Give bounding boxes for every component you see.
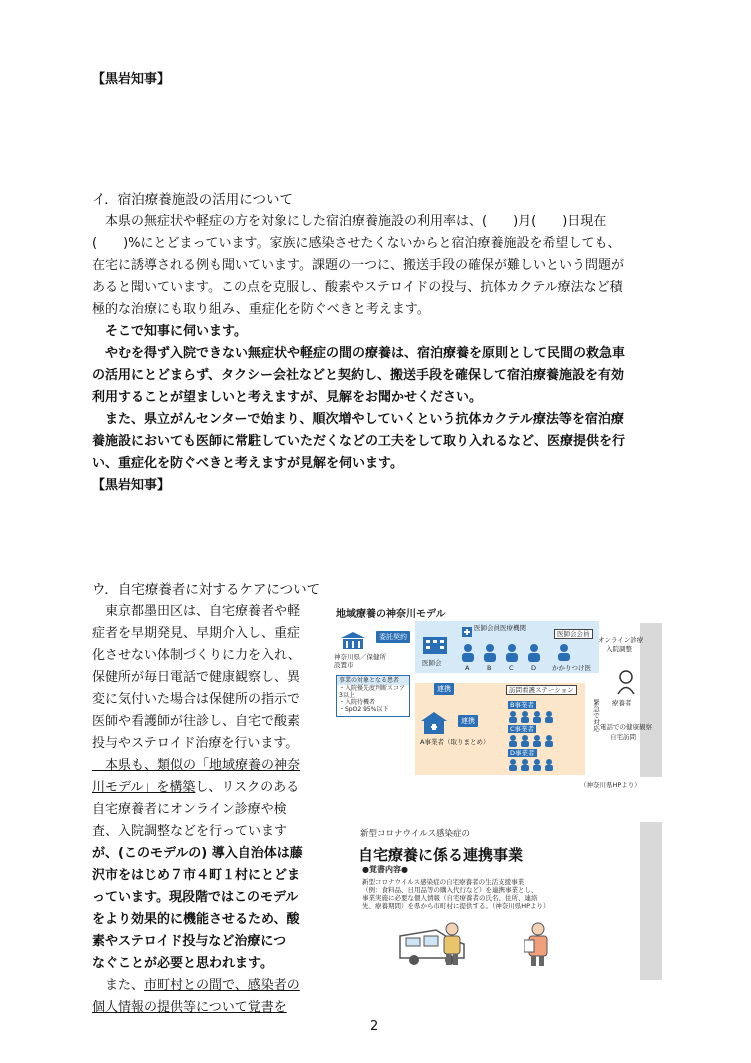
paragraph-line-underlined: 本県も、類似の「地域療養の神奈	[92, 758, 301, 773]
contract-label: 委託契約	[376, 631, 410, 643]
member-institution-label: 医師会員医療機関	[474, 624, 526, 632]
patient-icon	[616, 669, 636, 695]
doctors-icon	[460, 643, 550, 663]
governor-label-1: 【黒岩知事】	[92, 72, 171, 87]
paragraph-line: 在宅に誘導される例も聞いています。課題の一つに、搬送手段の確保が難しいという問題が	[92, 258, 624, 273]
paragraph-line: 投与やステロイド治療を行います。	[92, 736, 299, 751]
target-item: ・SpO2 95%以下	[339, 706, 389, 713]
a-provider-label: A事業者（取りまとめ）	[420, 738, 490, 746]
b-provider-label: B事業者	[510, 701, 534, 709]
memorandum-line: （例：食料品、日用品等の購入代行など）を連携事業とし、	[362, 886, 538, 894]
staff-person-icon	[524, 922, 552, 966]
paragraph-line: 化させない体制づくりに力を入れ、	[92, 648, 301, 663]
underlined-text: 市町村との間で、感染者の	[144, 978, 300, 993]
patient-label: 療養者	[612, 699, 632, 707]
memorandum-line: 新型コロナウイルス感染症の自宅療養者の生活支援事業	[362, 878, 525, 886]
paragraph-line-underlined: 個人情報の提供等について覚書を	[92, 1000, 287, 1015]
paragraph-line	[92, 976, 300, 996]
delivery-person-icon	[440, 922, 464, 966]
question-line: やむを得ず入院できない無症状や軽症の間の療養は、宿泊療養を原則として民間の救急車	[92, 346, 626, 361]
question-intro: そこで知事に伺います。	[92, 324, 247, 339]
cooperation-label: 連携	[434, 683, 454, 695]
emergency-label: 緊急で対応	[592, 699, 600, 732]
paragraph-line: 症者を早期発見、早期介入し、重症	[92, 626, 301, 641]
government-building-icon	[340, 631, 366, 651]
paragraph-line: 本県の無症状や軽症の方を対象にした宿泊療養施設の利用率は、( )月( )日現在	[92, 214, 607, 229]
question-line: 利用することが望ましいと考えますが、見解をお聞かせください。	[92, 390, 483, 405]
paragraph-line-bold: をより効果的に機能させるため、酸	[92, 912, 300, 927]
page-number: 2	[370, 1019, 379, 1034]
paragraph-line	[92, 778, 299, 798]
figure-title: 地域療養の神奈川モデル	[336, 609, 446, 620]
family-doctor-label: かかりつけ医	[552, 664, 591, 672]
abcd-label-b: B	[487, 664, 492, 672]
text-span: また、	[92, 978, 145, 993]
section-i-title: イ．宿泊療養施設の活用について	[92, 192, 294, 208]
memorandum-line: 先、療養期間）を県から市町村に提供する。（神奈川県HPより）	[362, 902, 550, 910]
text-span: し、リスクのある	[195, 780, 300, 795]
medical-association-label: 医師会	[422, 659, 442, 667]
kanagawa-label: 神奈川県／保健所設置市	[334, 653, 386, 669]
home-nursing-a-icon	[420, 711, 448, 735]
target-patients-title: 事業の対象となる患者	[337, 676, 409, 685]
figure-side-band	[640, 822, 662, 980]
figure-kanagawa-model	[330, 603, 662, 789]
abcd-label-c: C	[509, 664, 514, 672]
paragraph-line-bold: が、(このモデルの) 導入自治体は藤	[92, 846, 303, 861]
d-provider-label: D事業者	[510, 749, 535, 757]
question-line: の活用にとどまらず、タクシー会社などと契約し、搬送手段を確保して宿泊療養施設を有効	[92, 368, 624, 383]
c-provider-label: C事業者	[510, 725, 535, 733]
phone-observation-label: 電話での健康観察	[600, 723, 652, 731]
paragraph-line: 医師や看護師が往診し、自宅で酸素	[92, 714, 301, 729]
figure-title: 自宅療養に係る連携事業	[358, 846, 524, 864]
paragraph-line: 保健所が毎日電話で健康観察し、異	[92, 670, 301, 685]
family-doctor-icon	[556, 643, 572, 661]
paragraph-line-bold: っています。現段階ではこのモデル	[92, 890, 299, 905]
figure-side-band	[640, 623, 662, 777]
paragraph-line-bold: 沢市をはじめ７市４町１村にとどま	[92, 868, 301, 883]
hospital-icon	[462, 625, 472, 637]
source-label: （神奈川県HPより）	[580, 781, 641, 789]
abcd-label-a: A	[465, 664, 470, 672]
paragraph-line: あると聞いています。この点を克服し、酸素やステロイドの投与、抗体カクテル療法など積	[92, 280, 623, 295]
paragraph-line: 自宅療養者にオンライン診療や検	[92, 802, 287, 817]
nurses-d-icon	[508, 759, 572, 771]
paragraph-line: 極的な治療にも取り組み、重症化を防ぐべきと考えます。	[92, 302, 430, 317]
section-u-title: ウ．自宅療養者に対するケアについて	[92, 582, 321, 598]
memorandum-line: 事業実施に必要な個人情報（自宅療養者の氏名、住所、連絡	[362, 894, 538, 902]
admission-coordination-label: 入院調整	[606, 645, 632, 653]
nurses-b-icon	[508, 711, 572, 723]
question-line: い、重症化を防ぐべきと考えますが見解を伺います。	[92, 456, 403, 471]
paragraph-line-bold: 素やステロイド投与など治療につ	[92, 934, 287, 949]
nursing-station-label: 訪問看護ステーション	[506, 685, 577, 695]
paragraph-line: ( )%にとどまっています。家族に感染させたくないからと宿泊療養施設を希望しても、	[92, 236, 621, 251]
figure-home-care-program	[330, 822, 662, 980]
nurses-c-icon	[508, 735, 572, 747]
target-patients-box	[336, 675, 410, 717]
governor-label-2: 【黒岩知事】	[92, 478, 171, 493]
underlined-text: 川モデル」を構築	[92, 780, 196, 795]
paragraph-line: 査、入院調整などを行っています	[92, 824, 288, 839]
home-visit-label: 自宅訪問	[610, 733, 636, 741]
abcd-label-d: D	[531, 664, 537, 672]
online-consult-label: オンライン診療	[598, 636, 644, 644]
medical-association-building-icon	[422, 633, 448, 655]
question-line: また、県立がんセンターで始まり、順次増やしていくという抗体カクテル療法等を宿泊療	[92, 412, 624, 427]
target-item: ・入院優先度判断スコア3以上	[339, 685, 406, 699]
member-label: 医師会会員	[554, 629, 593, 639]
target-item: ・入院待機者	[339, 699, 376, 706]
paragraph-line: 東京都墨田区は、自宅療養者や軽	[92, 604, 301, 619]
memorandum-heading: ●覚書内容●	[362, 865, 408, 874]
cooperation-label-2: 連携	[458, 715, 478, 727]
figure-subtitle: 新型コロナウイルス感染症の	[360, 829, 470, 839]
paragraph-line-bold: なぐことが必要と思われます。	[92, 956, 273, 971]
question-line: 養施設においても医師に常駐していただくなどの工夫をして取り入れるなど、医療提供を行	[92, 434, 626, 449]
paragraph-line: 変に気付いた場合は保健所の指示で	[92, 692, 301, 707]
